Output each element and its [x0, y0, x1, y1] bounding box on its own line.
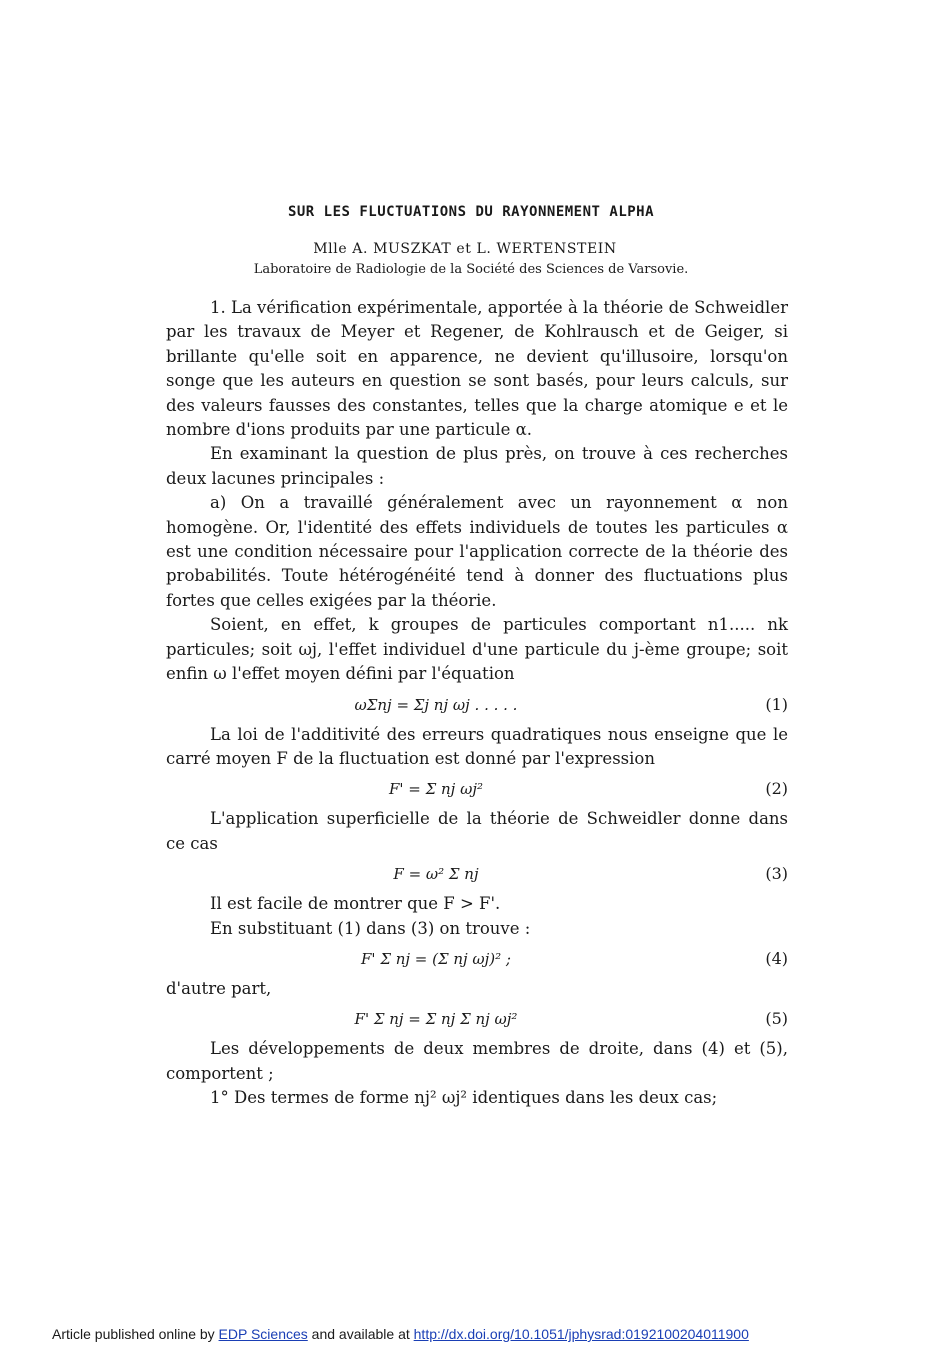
- paragraph-1: 1. La vérification expérimentale, apportée à la théorie de Schweidler par les travaux de Meyer et Regener, de Kohlrausch et de Geiger, si brillante qu'elle soit en apparence, ne devient qu'illusoire, lorsqu'on songe que les auteurs en question se sont basés, pour leurs calculs, sur des valeurs fausses des constantes, telles que la charge atomique e et le nombre d'ions produits par une particule α.: [166, 298, 788, 440]
- equation-2-number: (2): [765, 779, 788, 799]
- equation-4-expression: F' Σ nj = (Σ nj ωj)² ;: [361, 949, 511, 968]
- paragraph-10: Les développements de deux membres de droite, dans (4) et (5), comportent ;: [166, 1039, 788, 1083]
- equation-2-expression: F' = Σ nj ωj²: [389, 780, 483, 799]
- equation-1: [166, 687, 788, 723]
- paragraph-4: Soient, en effet, k groupes de particules comportant n1..... nk particules; soit ωj, l'effet individuel d'une particule du j-ème groupe; soit enfin ω l'effet moyen défini par l'équation: [166, 615, 788, 684]
- publisher-link[interactable]: EDP Sciences: [218, 1326, 308, 1342]
- paragraph-5: La loi de l'additivité des erreurs quadratiques nous enseigne que le carré moyen F de la fluctuation est donné par l'expression: [166, 724, 788, 768]
- footer-prefix: Article published online by: [52, 1326, 219, 1342]
- paragraph-3: a) On a travaillé généralement avec un rayonnement α non homogène. Or, l'identité des effets individuels de toutes les particules α est une condition nécessaire pour l'application correcte de la théorie des probabilités. Toute hétérogénéité tend à donner des fluctuations plus fortes que celles exigées par la théorie.: [166, 493, 788, 610]
- paragraph-8: En substituant (1) dans (3) on trouve :: [210, 918, 531, 938]
- equation-5: [166, 1001, 788, 1037]
- article-title: SUR LES FLUCTUATIONS DU RAYONNEMENT ALPHA: [287, 204, 655, 220]
- publication-footer: [52, 1326, 749, 1342]
- equation-3-expression: F = ω² Σ nj: [393, 865, 479, 884]
- equation-4-number: (4): [765, 948, 788, 968]
- equation-5-number: (5): [765, 1009, 788, 1029]
- equation-3: [166, 856, 788, 892]
- equation-1-expression: ωΣnj = Σj nj ωj . . . . .: [354, 695, 518, 714]
- equation-2: [166, 771, 788, 807]
- equation-4: [166, 941, 788, 977]
- article-authors: Mlle A. MUSZKAT et L. WERTENSTEIN: [313, 241, 617, 257]
- paragraph-9: d'autre part,: [166, 978, 272, 998]
- equation-1-number: (1): [765, 694, 788, 714]
- paragraph-6: L'application superficielle de la théorie de Schweidler donne dans ce cas: [166, 809, 788, 853]
- article-body: [166, 296, 788, 1111]
- footer-middle: and available at: [307, 1326, 414, 1342]
- equation-5-expression: F' Σ nj = Σ nj Σ nj ωj²: [354, 1010, 518, 1029]
- paragraph-7: Il est facile de montrer que F > F'.: [210, 894, 501, 914]
- equation-3-number: (3): [765, 864, 788, 884]
- article-affiliation: Laboratoire de Radiologie de la Société des Sciences de Varsovie.: [253, 262, 689, 277]
- paragraph-2: En examinant la question de plus près, on trouve à ces recherches deux lacunes principales :: [166, 444, 788, 488]
- paragraph-11: 1° Des termes de forme nj² ωj² identiques dans les deux cas;: [210, 1088, 718, 1108]
- doi-link[interactable]: http://dx.doi.org/10.1051/jphysrad:0192100204011900: [413, 1326, 749, 1342]
